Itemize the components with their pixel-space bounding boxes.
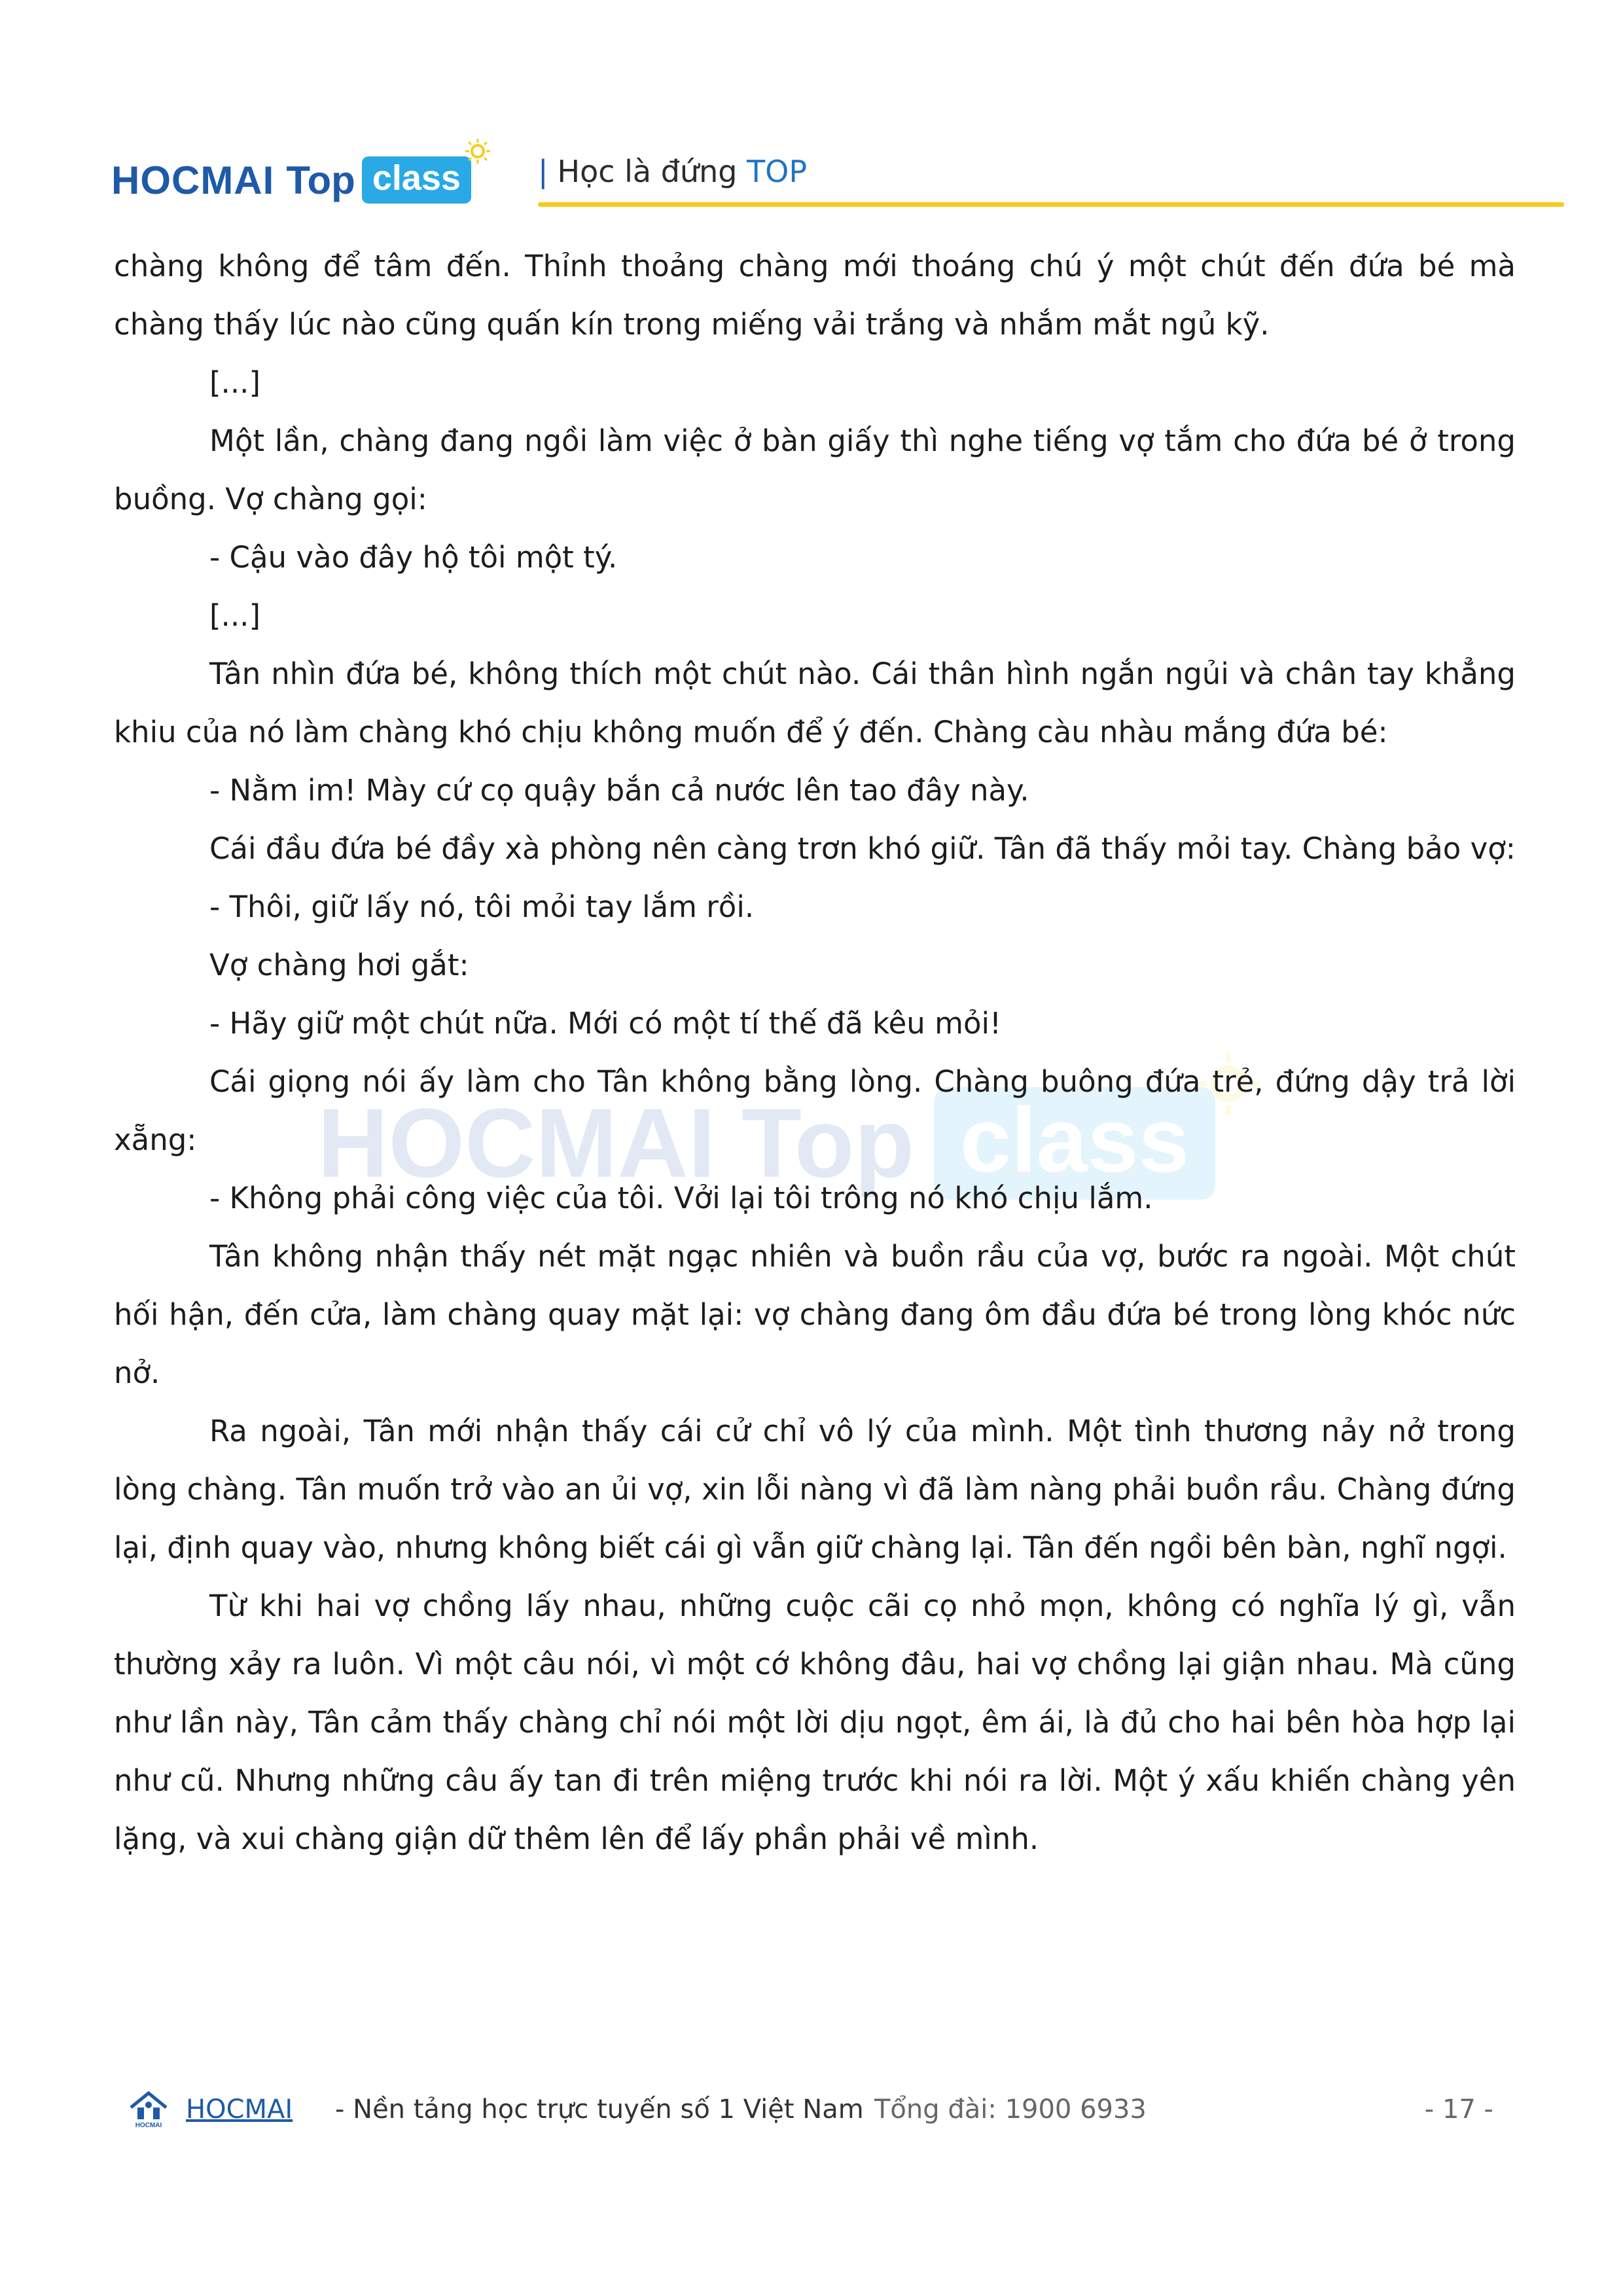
ellipsis-marker: [...]	[209, 365, 261, 400]
ellipsis-marker: [...]	[209, 598, 261, 633]
logo-top-text: Top	[286, 158, 355, 202]
paragraph: Vợ chàng hơi gắt:	[209, 948, 469, 982]
footer-description: - Nền tảng học trực tuyến số 1 Việt Nam	[335, 2094, 864, 2125]
header-divider	[538, 202, 1564, 207]
paragraph: Ra ngoài, Tân mới nhận thấy cái cử chỉ vô lý của mình. Một tình thương nảy nở trong lòng chàng. Tân muốn trở vào an ủi vợ, xin lỗi nàng vì đã làm nàng phải buồn rầu. Chàng đứng lại, định quay vào, nhưng không biết cái gì vẫn giữ chàng lại. Tân đến ngồi bên bàn, nghĩ ngợi.	[114, 1414, 1516, 1565]
page-number: - 17 -	[1424, 2094, 1493, 2125]
dialogue-line: - Thôi, giữ lấy nó, tôi mỏi tay lắm rồi.	[209, 889, 755, 924]
footer-logo-caption: HOCMAI	[135, 2122, 162, 2128]
hocmai-house-icon	[126, 2088, 171, 2128]
hocmai-topclass-logo[interactable]	[111, 147, 471, 213]
paragraph: Cái đầu đứa bé đầy xà phòng nên càng trơn khó giữ. Tân đã thấy mỏi tay. Chàng bảo vợ:	[209, 831, 1516, 866]
paragraph: Từ khi hai vợ chồng lấy nhau, những cuộc cãi cọ nhỏ mọn, không có nghĩa lý gì, vẫn thường xảy ra luôn. Vì một câu nói, vì một cớ không đâu, hai vợ chồng lại giận nhau. Mà cũng như lần này, Tân cảm thấy chàng chỉ nói một lời dịu ngọt, êm ái, là đủ cho hai bên hòa hợp lại như cũ. Nhưng những câu ấy tan đi trên miệng trước khi nói ra lời. Một ý xấu khiến chàng yên lặng, và xui chàng giận dữ thêm lên để lấy phần phải về mình.	[114, 1588, 1516, 1856]
page-header	[111, 134, 1453, 213]
dialogue-line: - Không phải công việc của tôi. Vởi lại tôi trông nó khó chịu lắm.	[209, 1181, 1153, 1215]
tagline-highlight: TOP	[747, 154, 808, 189]
tagline	[538, 154, 807, 189]
tagline-text: Học là đứng	[557, 154, 747, 189]
page-footer	[126, 2088, 1493, 2134]
dialogue-line: - Nằm im! Mày cứ cọ quậy bắn cả nước lên tao đây này.	[209, 773, 1029, 808]
document-body	[114, 237, 1516, 1868]
footer-hotline: Tổng đài: 1900 6933	[874, 2094, 1147, 2125]
logo-hocmai-text: HOCMAI	[111, 158, 275, 202]
watermark-class-text: class	[960, 1088, 1190, 1191]
dialogue-line: - Cậu vào đây hộ tôi một tý.	[209, 540, 618, 575]
logo-class-text: class	[372, 158, 461, 198]
paragraph: Tân nhìn đứa bé, không thích một chút nào. Cái thân hình ngắn ngủi và chân tay khẳng khiu của nó làm chàng khó chịu không muốn để ý đến. Chàng càu nhàu mắng đứa bé:	[114, 656, 1516, 749]
watermark-top: Top	[741, 1088, 915, 1198]
sun-icon	[465, 138, 491, 164]
logo-class-badge	[362, 156, 471, 204]
paragraph: chàng không để tâm đến. Thỉnh thoảng chàng mới thoáng chú ý một chút đến đứa bé mà chàng thấy lúc nào cũng quấn kín trong miếng vải trắng và nhắm mắt ngủ kỹ.	[114, 249, 1516, 342]
footer-hocmai-link[interactable]: HOCMAI	[186, 2094, 293, 2125]
dialogue-line: - Hãy giữ một chút nữa. Mới có một tí thế đã kêu mỏi!	[209, 1006, 1002, 1041]
watermark-hocmai: HOCMAI	[317, 1088, 716, 1198]
paragraph: Một lần, chàng đang ngồi làm việc ở bàn giấy thì nghe tiếng vợ tắm cho đứa bé ở trong buồng. Vợ chàng gọi:	[114, 423, 1516, 516]
tagline-separator: |	[538, 154, 548, 189]
paragraph: Cái giọng nói ấy làm cho Tân không bằng lòng. Chàng buông đứa trẻ, đứng dậy trả lời xẵng:	[114, 1064, 1516, 1157]
paragraph: Tân không nhận thấy nét mặt ngạc nhiên và buồn rầu của vợ, bước ra ngoài. Một chút hối hận, đến cửa, làm chàng quay mặt lại: vợ chàng đang ôm đầu đứa bé trong lòng khóc nức nở.	[114, 1239, 1516, 1390]
